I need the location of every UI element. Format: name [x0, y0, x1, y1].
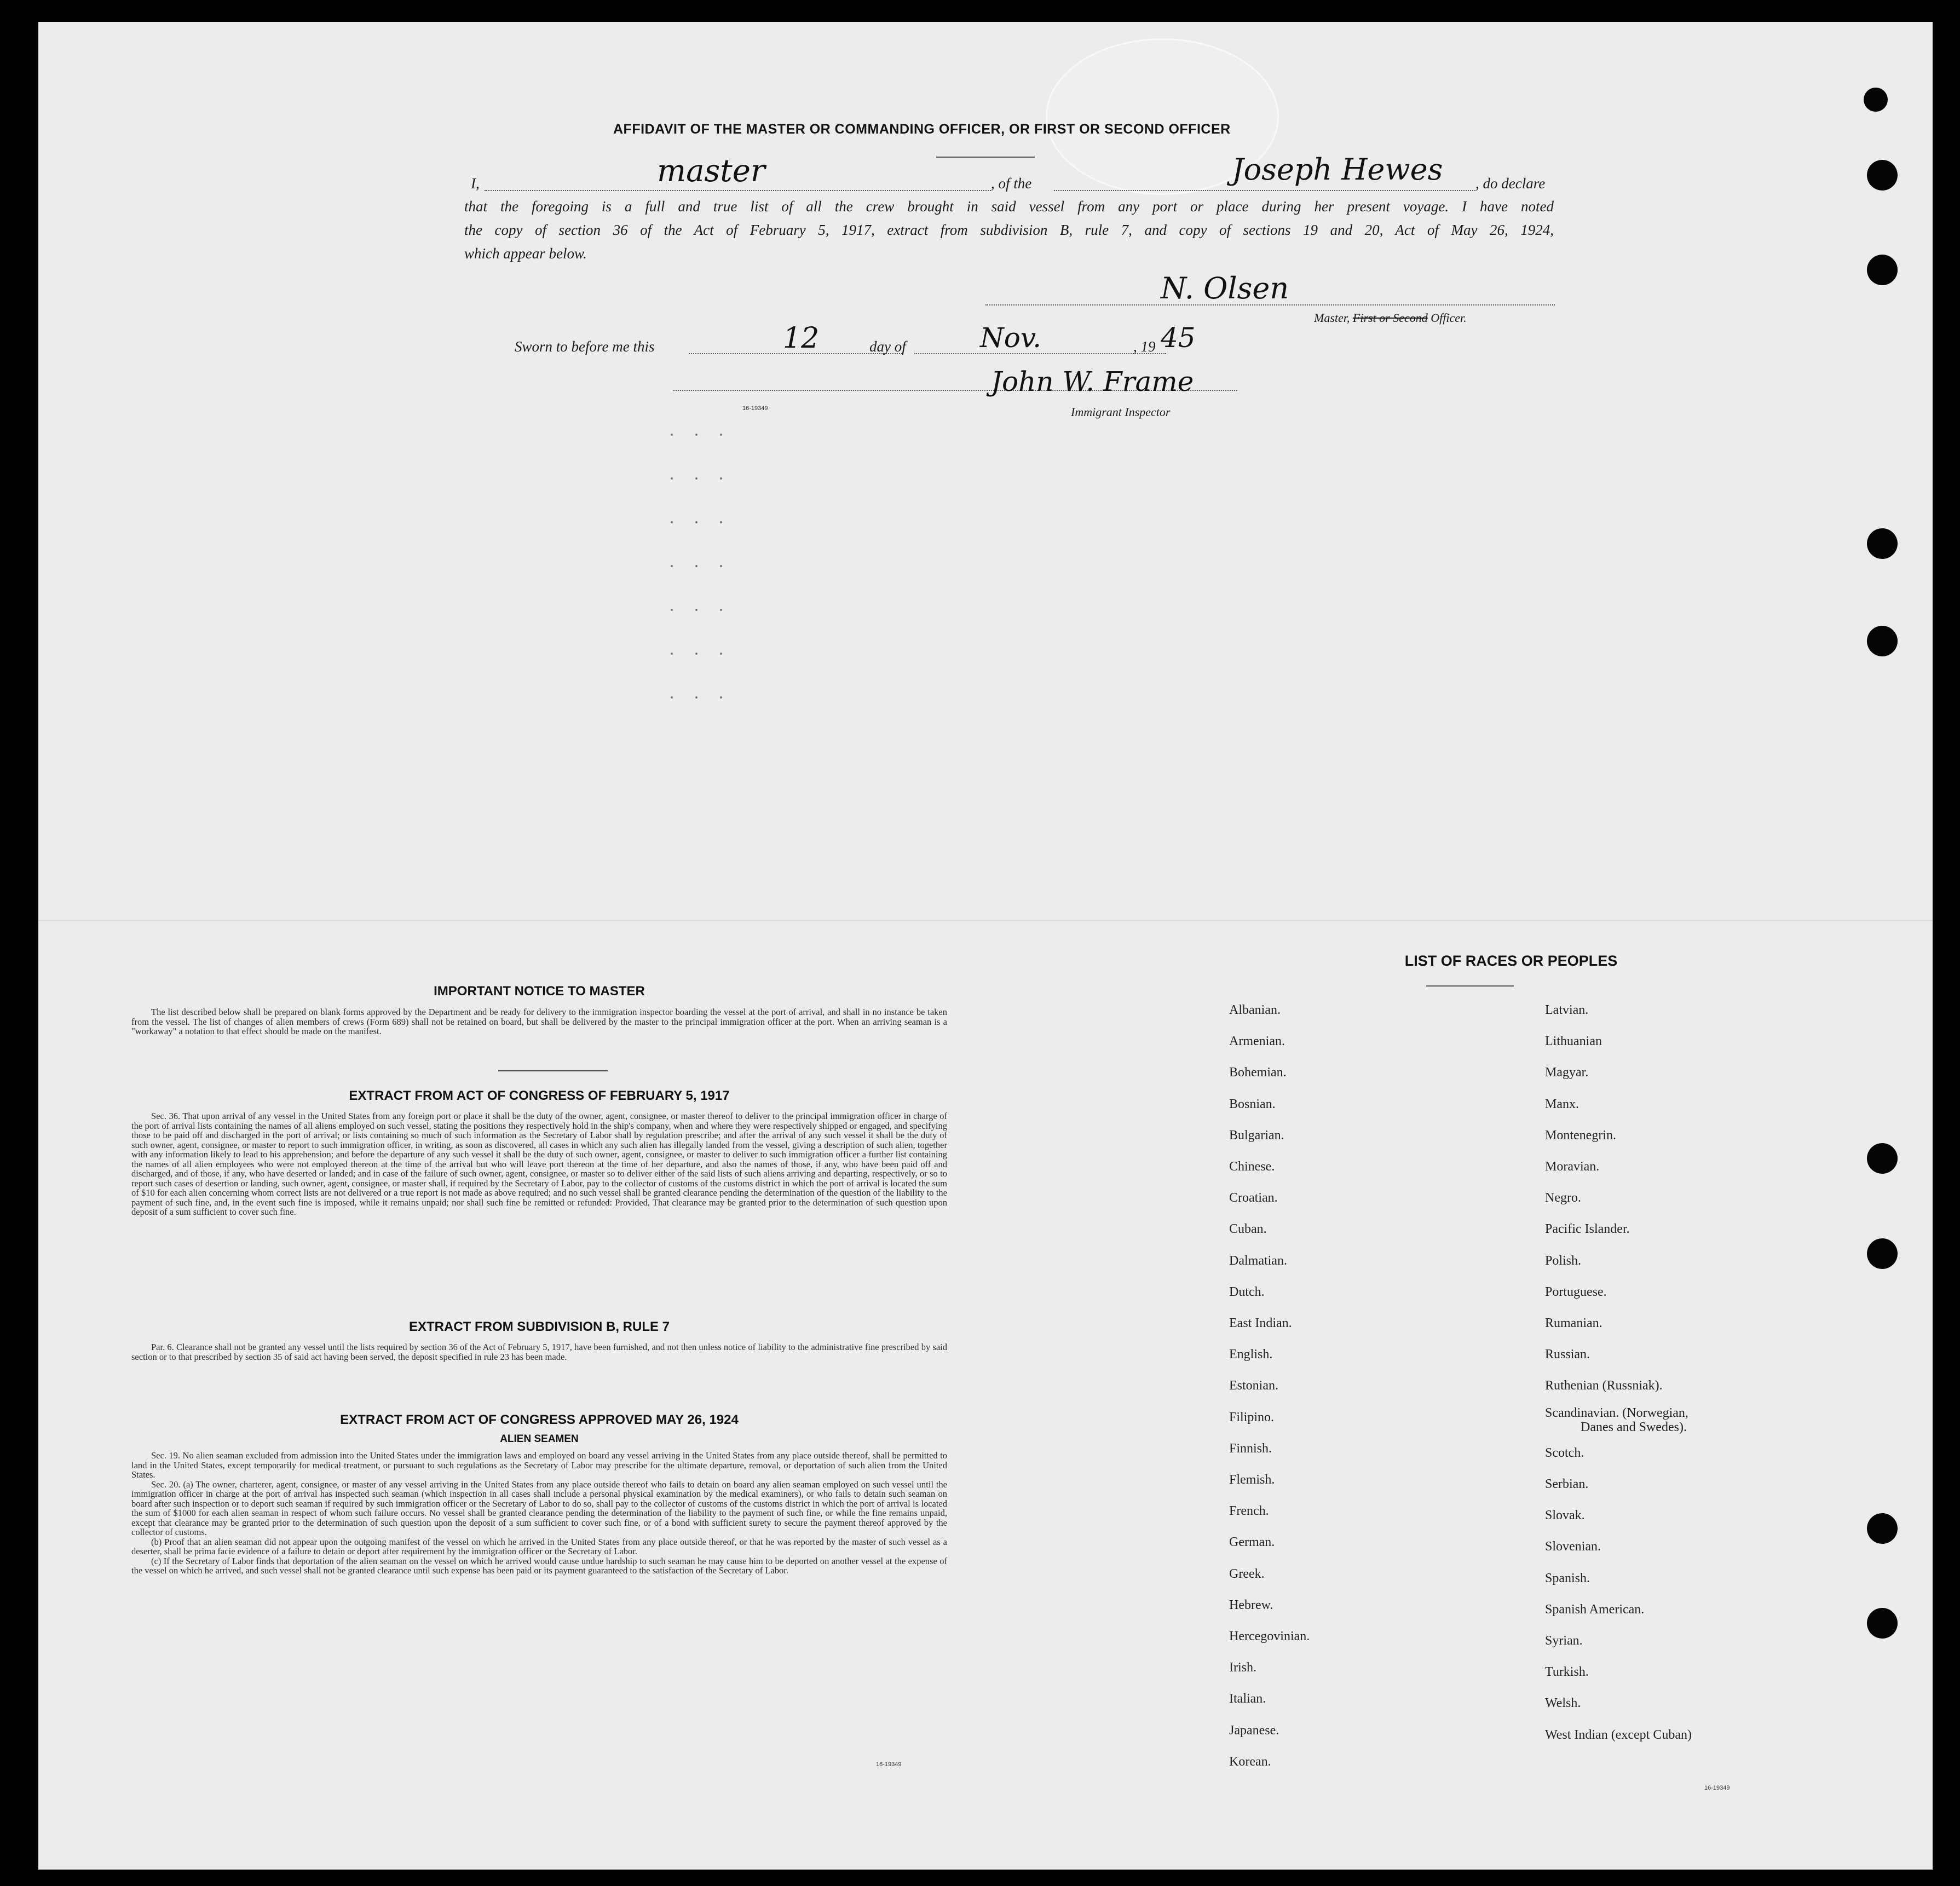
master-handwritten: master	[657, 153, 765, 189]
declaration-line-1: that the foregoing is a full and true list of all the crew brought in said vessel from any port or place during her present voyage. I have noted	[464, 198, 1554, 215]
extract-1924-title: EXTRACT FROM ACT OF CONGRESS APPROVED MAY 26, 1924	[340, 1412, 739, 1427]
master-caption-c: Officer.	[1431, 311, 1467, 325]
race-item: English.	[1229, 1347, 1273, 1362]
race-item: Croatian.	[1229, 1191, 1278, 1206]
sec-20c-paragraph: (c) If the Secretary of Labor finds that deportation of the alien seaman on the vessel on which he arrived would cause undue hardship to such seaman he may cause him to be deported on another vessel at the expense of the vessel on which he arrived, and such vessel shall not be granted clearance until such expense has been paid or its payment guaranteed to the satisfaction of the Secretary of Labor.	[131, 1555, 947, 1576]
race-item: Armenian.	[1229, 1034, 1285, 1049]
race-item: Negro.	[1545, 1191, 1581, 1206]
year-handwritten: 45	[1161, 322, 1196, 354]
alien-seamen-subtitle: ALIEN SEAMEN	[500, 1433, 579, 1445]
rule-7-title: EXTRACT FROM SUBDIVISION B, RULE 7	[408, 1319, 670, 1334]
year-prefix-label: , 19	[1133, 338, 1156, 355]
races-title: LIST OF RACES OR PEOPLES	[1404, 953, 1618, 969]
sec-20b-paragraph: (b) Proof that an alien seaman did not appear upon the outgoing manifest of the vessel on which he arrived in the United States from any place outside thereof, or that he was reported by the master of such vessel as a deserter, shall be prima facie evidence of a failure to detain or deport after requirement by the immigration officer or the Secretary of Labor.	[131, 1536, 947, 1556]
punch-hole	[1867, 160, 1898, 191]
race-item: Moravian.	[1545, 1160, 1600, 1174]
race-item: Dalmatian.	[1229, 1253, 1287, 1268]
race-item: Portuguese.	[1545, 1284, 1607, 1299]
punch-hole	[1867, 626, 1898, 656]
race-item: Manx.	[1545, 1097, 1579, 1111]
race-item: Russian.	[1545, 1347, 1590, 1362]
race-item: Ruthenian (Russniak).	[1545, 1379, 1663, 1393]
punch-hole	[1867, 1143, 1898, 1174]
race-item: Polish.	[1545, 1253, 1582, 1268]
form-number-right: 16-19349	[1704, 1785, 1730, 1791]
signature-line	[985, 304, 1555, 305]
race-item: Korean.	[1229, 1754, 1271, 1769]
race-item: Bosnian.	[1229, 1097, 1276, 1111]
bleed-dots	[671, 521, 731, 528]
race-item: German.	[1229, 1535, 1275, 1550]
form-number-top: 16-19349	[742, 405, 768, 412]
race-item: Chinese.	[1229, 1160, 1275, 1174]
sworn-label: Sworn to before me this	[515, 338, 655, 355]
vessel-blank-line	[1054, 190, 1475, 191]
notice-text	[131, 1007, 947, 1036]
rule-7-text	[131, 1342, 947, 1362]
race-item: Estonian.	[1229, 1379, 1278, 1393]
sec-36-paragraph: Sec. 36. That upon arrival of any vessel in the United States from any foreign port or place it shall be the duty of the owner, agent, consignee, or master thereof to deliver to the principal immigration officer in charge of the port of arrival lists containing the names of all aliens employed on such vessel, stating the positions they respectively hold in the ship's company, when and where they were respectively shipped or engaged, and specifying those to be paid off and discharged in the port of arrival; or lists containing so much of such information as the Secretary of Labor shall by regulation prescribe; and after the arrival of any such vessel it shall be the duty of such owner, agent, consignee, or master to report to such immigration officer, in writing, as soon as discovered, all cases in which any such alien has illegally landed from the vessel, giving a description of such alien, together with any information likely to lead to his apprehension; and before the departure of any such vessel it shall be the duty of such owner, agent, consignee, or master to deliver to such immigration officer a further list containing the names of all alien employees who were not employed thereon at the time of the arrival but who will leave port thereon at the time of her departure, and also the names of those, if any, who have been paid off and discharged, and of those, if any, who have deserted or landed; and in case of the failure of such owner, agent, consignee, or master so to deliver either of the said lists of such aliens arriving and departing, respectively, or so to report such cases of desertion or landing, such owner, agent, consignee, or master shall, if required by the Secretary of Labor, pay to the collector of customs of the customs district in which the port of arrival is located the sum of $10 for each alien concerning whom correct lists are not delivered or a true report is not made as above required; and no such vessel shall be granted clearance pending the determination of the question of the liability to the payment of such fine, and, in the event such fine is imposed, while it remains unpaid; nor shall such fine be remitted or refunded: Provided, That clearance may be granted prior to the determination of such question upon deposit of a sum sufficient to cover such fine.	[131, 1111, 947, 1217]
race-item: Japanese.	[1229, 1723, 1279, 1738]
month-handwritten: Nov.	[980, 322, 1042, 354]
notice-paragraph: The list described below shall be prepared on blank forms approved by the Department and be ready for delivery to the immigration inspector boarding the vessel at the port of arrival, and shall in no instance be taken from the vessel. The list of changes of alien members of crews (Form 689) shall not be retained on board, but shall be delivered by the master to the principal immigration officer at the port. When an arriving seaman is a "workaway" a notation to that effect should be made on the manifest.	[131, 1007, 947, 1036]
race-item: Montenegrin.	[1545, 1128, 1616, 1143]
bleed-dots	[671, 609, 731, 615]
punch-hole	[1867, 255, 1898, 285]
divider	[498, 1070, 608, 1071]
i-label: I,	[471, 175, 480, 192]
race-item: Italian.	[1229, 1692, 1266, 1706]
race-item: Albanian.	[1229, 1003, 1281, 1017]
punch-hole	[1867, 528, 1898, 559]
form-number-left: 16-19349	[876, 1761, 902, 1768]
extract-1917-text	[131, 1111, 947, 1217]
race-item: East Indian.	[1229, 1316, 1292, 1330]
race-item: Scotch.	[1545, 1445, 1584, 1460]
race-item: Finnish.	[1229, 1441, 1272, 1456]
race-item: Cuban.	[1229, 1222, 1267, 1237]
race-item: Filipino.	[1229, 1410, 1275, 1424]
punch-hole	[1867, 1238, 1898, 1269]
race-item: Spanish.	[1545, 1571, 1590, 1585]
race-item: Serbian.	[1545, 1477, 1589, 1491]
race-item: Hebrew.	[1229, 1597, 1273, 1612]
punch-hole	[1867, 1608, 1898, 1639]
fold-crease	[38, 920, 1933, 921]
of-the-label: , of the	[991, 175, 1032, 192]
bleed-dots	[671, 653, 731, 659]
sec-19-paragraph: Sec. 19. No alien seaman excluded from admission into the United States under the immigration laws and employed on board any vessel arriving in the United States from any place outside thereof, shall be permitted to land in the United States, except temporarily for medical treatment, or pursuant to such regulations as the Secretary of Labor may prescribe for the ultimate departure, removal, or deportation of such alien from the United States.	[131, 1450, 947, 1480]
race-item: Latvian.	[1545, 1003, 1589, 1017]
bleed-dots	[671, 434, 731, 440]
inspector-signature: John W. Frame	[991, 366, 1194, 397]
race-item: Slovenian.	[1545, 1539, 1601, 1554]
race-item: West Indian (except Cuban)	[1545, 1727, 1692, 1742]
race-item: Syrian.	[1545, 1634, 1583, 1648]
race-item: Bulgarian.	[1229, 1128, 1284, 1143]
race-item: Magyar.	[1545, 1065, 1589, 1080]
punch-hole	[1864, 88, 1888, 112]
race-item: Rumanian.	[1545, 1316, 1602, 1330]
race-item: Slovak.	[1545, 1508, 1585, 1523]
par-6-paragraph: Par. 6. Clearance shall not be granted any vessel until the lists required by section 36 of the Act of February 5, 1917, have been furnished, and not then unless notice of liability to the administrative fine prescribed by said section or to that prescribed by section 35 of said act having been served, the deposit specified in rule 23 has been made.	[131, 1342, 947, 1362]
inspector-caption: Immigrant Inspector	[1071, 405, 1171, 419]
short-rule	[936, 157, 1035, 158]
day-handwritten: 12	[783, 322, 820, 355]
race-item: Lithuanian	[1545, 1034, 1602, 1049]
race-item: Irish.	[1229, 1660, 1256, 1675]
race-item: Scandinavian. (Norwegian, Danes and Swedes).	[1545, 1405, 1688, 1434]
bleed-dots	[671, 477, 731, 484]
affidavit-title: AFFIDAVIT OF THE MASTER OR COMMANDING OFFICER, OR FIRST OR SECOND OFFICER	[613, 122, 1231, 137]
race-item: Hercegovinian.	[1229, 1629, 1310, 1643]
master-signature: N. Olsen	[1161, 271, 1289, 305]
race-item: Spanish American.	[1545, 1602, 1645, 1617]
master-blank-line	[485, 190, 991, 191]
master-caption-a: Master,	[1314, 311, 1350, 325]
race-item: Pacific Islander.	[1545, 1222, 1630, 1237]
document-sheet	[38, 22, 1933, 1870]
declaration-line-3: which appear below.	[464, 245, 587, 262]
master-officer-caption	[1314, 311, 1467, 325]
sec-20a-paragraph: Sec. 20. (a) The owner, charterer, agent, consignee, or master of any vessel arriving in the United States from any place outside thereof who fails to detain on board any alien seaman employed on such vessel until the immigration officer in charge at the port of arrival has inspected such seaman (which inspection in all cases shall include a personal physical examination by the medical examiners), or who fails to detain such seaman on board after such inspection or to deport such seaman if required by such immigration officer or the Secretary of Labor to do so, shall pay to the collector of customs of the customs district in which the port of arrival is located the sum of $1000 for each alien seaman in respect of whom such failure occurs. No vessel shall be granted clearance pending the determination of the liability to the payment of such fine, or while the fine remains unpaid, except that clearance may be granted prior to the determination of such question upon the deposit of a sum sufficient to cover such fine, or of a bond with sufficient surety to secure the payment thereof approved by the collector of customs.	[131, 1479, 947, 1537]
declaration-line-2: the copy of section 36 of the Act of February 5, 1917, extract from subdivision B, rule 7, and copy of sections 19 and 20, Act of May 26, 1924,	[464, 222, 1554, 238]
race-item: Turkish.	[1545, 1665, 1589, 1680]
notice-title: IMPORTANT NOTICE TO MASTER	[434, 984, 645, 999]
extract-1924-text	[131, 1451, 947, 1576]
races-divider	[1426, 985, 1514, 987]
bleed-dots	[671, 565, 731, 572]
extract-1917-title: EXTRACT FROM ACT OF CONGRESS OF FEBRUARY 5, 1917	[349, 1088, 730, 1103]
vessel-name-handwritten: Joseph Hewes	[1232, 152, 1443, 187]
punch-hole	[1867, 1513, 1898, 1544]
race-item: Flemish.	[1229, 1473, 1275, 1487]
race-item: Bohemian.	[1229, 1065, 1287, 1080]
race-item: French.	[1229, 1504, 1269, 1519]
race-item: Welsh.	[1545, 1696, 1581, 1711]
race-item: Greek.	[1229, 1566, 1265, 1581]
master-caption-struck: First or Second	[1352, 311, 1428, 325]
do-declare-label: , do declare	[1475, 175, 1546, 192]
bleed-dots	[671, 696, 731, 703]
day-of-label: day of	[869, 338, 906, 355]
race-item: Dutch.	[1229, 1284, 1265, 1299]
